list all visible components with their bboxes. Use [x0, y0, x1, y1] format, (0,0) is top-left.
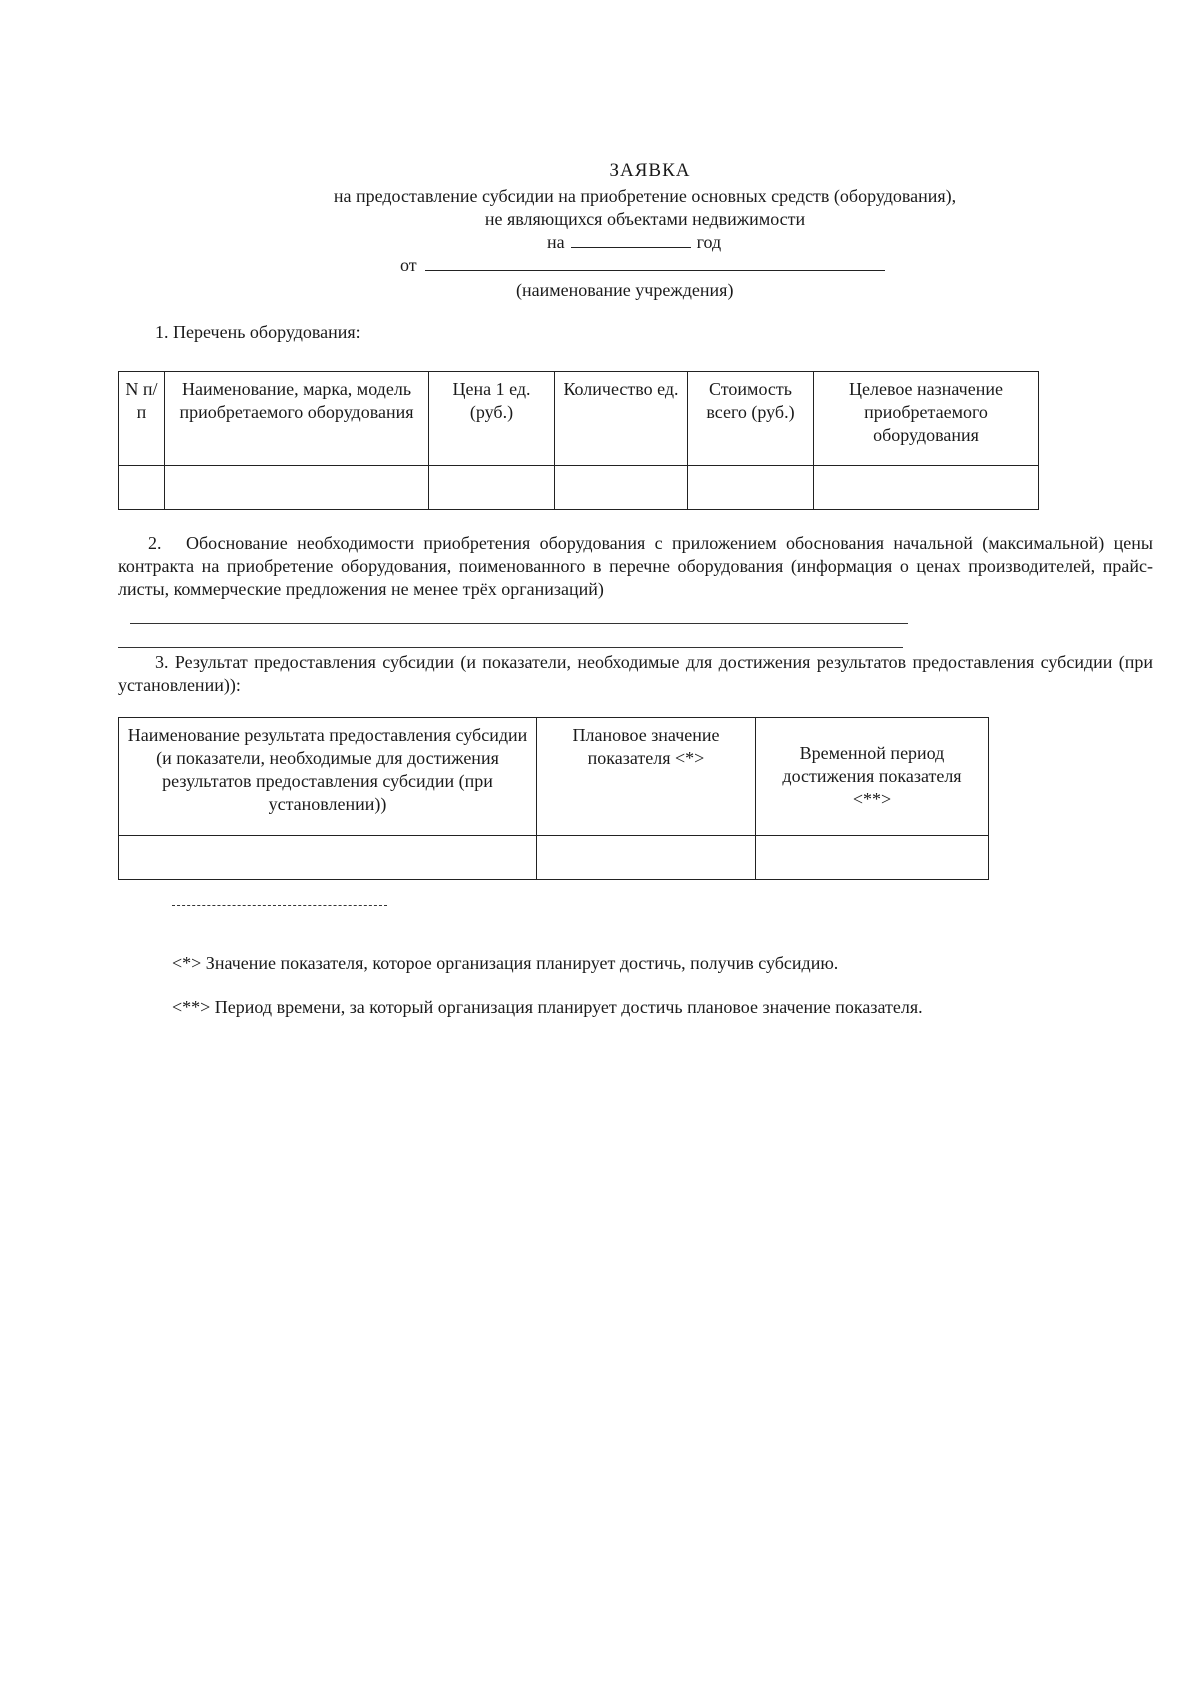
- table-cell[interactable]: [429, 466, 555, 510]
- col-time-period: Временной период достижения показателя <**>: [756, 718, 989, 836]
- col-quantity: Количество ед.: [555, 372, 688, 466]
- table-cell[interactable]: [688, 466, 814, 510]
- justification-blank-line[interactable]: [130, 623, 908, 624]
- result-table-header-row: [119, 718, 989, 836]
- table-cell[interactable]: [537, 836, 756, 880]
- year-line: [547, 232, 721, 253]
- table-cell[interactable]: [165, 466, 429, 510]
- organization-caption: (наименование учреждения): [516, 280, 734, 300]
- document-subtitle-line2: не являющихся объектами недвижимости: [484, 209, 806, 229]
- from-line: [400, 255, 885, 276]
- result-table: [118, 717, 989, 880]
- col-purpose: Целевое назначение приобретаемого оборудования: [814, 372, 1039, 466]
- equipment-table-header-row: [119, 372, 1039, 466]
- col-equipment-name: Наименование, марка, модель приобретаемого оборудования: [165, 372, 429, 466]
- table-cell[interactable]: [119, 836, 537, 880]
- footnote-2: <**> Период времени, за который организация планирует достичь плановое значение показателя.: [172, 997, 923, 1017]
- col-planned-value: Плановое значение показателя <*>: [537, 718, 756, 836]
- justification-blank-line[interactable]: [118, 647, 903, 648]
- from-label: от: [400, 255, 417, 275]
- equipment-table: [118, 371, 1039, 510]
- section2-number: 2.: [148, 533, 162, 553]
- table-cell[interactable]: [555, 466, 688, 510]
- year-blank-field[interactable]: [571, 233, 691, 248]
- footnote-separator: [172, 905, 387, 906]
- document-title: ЗАЯВКА: [609, 160, 691, 181]
- equipment-table-row: [119, 466, 1039, 510]
- col-result-name: Наименование результата предоставления субсидии (и показатели, необходимые для достижения результатов предоставления субсидии (при установлении)): [119, 718, 537, 836]
- table-cell[interactable]: [756, 836, 989, 880]
- table-cell[interactable]: [814, 466, 1039, 510]
- section2-text: Обоснование необходимости приобретения оборудования с приложением обоснования начальной (максимальной) цены контракта на приобретение оборудования, поименованного в перечне оборудования (информация о ценах производителей, прайс-листы, коммерческие предложения не менее трёх организаций): [118, 533, 1153, 599]
- year-suffix: год: [696, 232, 722, 252]
- organization-blank-field[interactable]: [425, 256, 885, 271]
- footnote-1: <*> Значение показателя, которое организация планирует достичь, получив субсидию.: [172, 953, 839, 973]
- result-table-row: [119, 836, 989, 880]
- table-cell[interactable]: [119, 466, 165, 510]
- section2-paragraph: [118, 532, 1153, 601]
- col-number: N п/п: [119, 372, 165, 466]
- col-total-cost: Стоимость всего (руб.): [688, 372, 814, 466]
- document-subtitle-line1: на предоставление субсидии на приобретение основных средств (оборудования),: [333, 186, 957, 206]
- section1-heading: 1. Перечень оборудования:: [155, 322, 361, 342]
- year-prefix: на: [547, 232, 565, 252]
- col-unit-price: Цена 1 ед. (руб.): [429, 372, 555, 466]
- section3-heading: 3. Результат предоставления субсидии (и показатели, необходимые для достижения результатов предоставления субсидии (при установлении)):: [118, 652, 1153, 695]
